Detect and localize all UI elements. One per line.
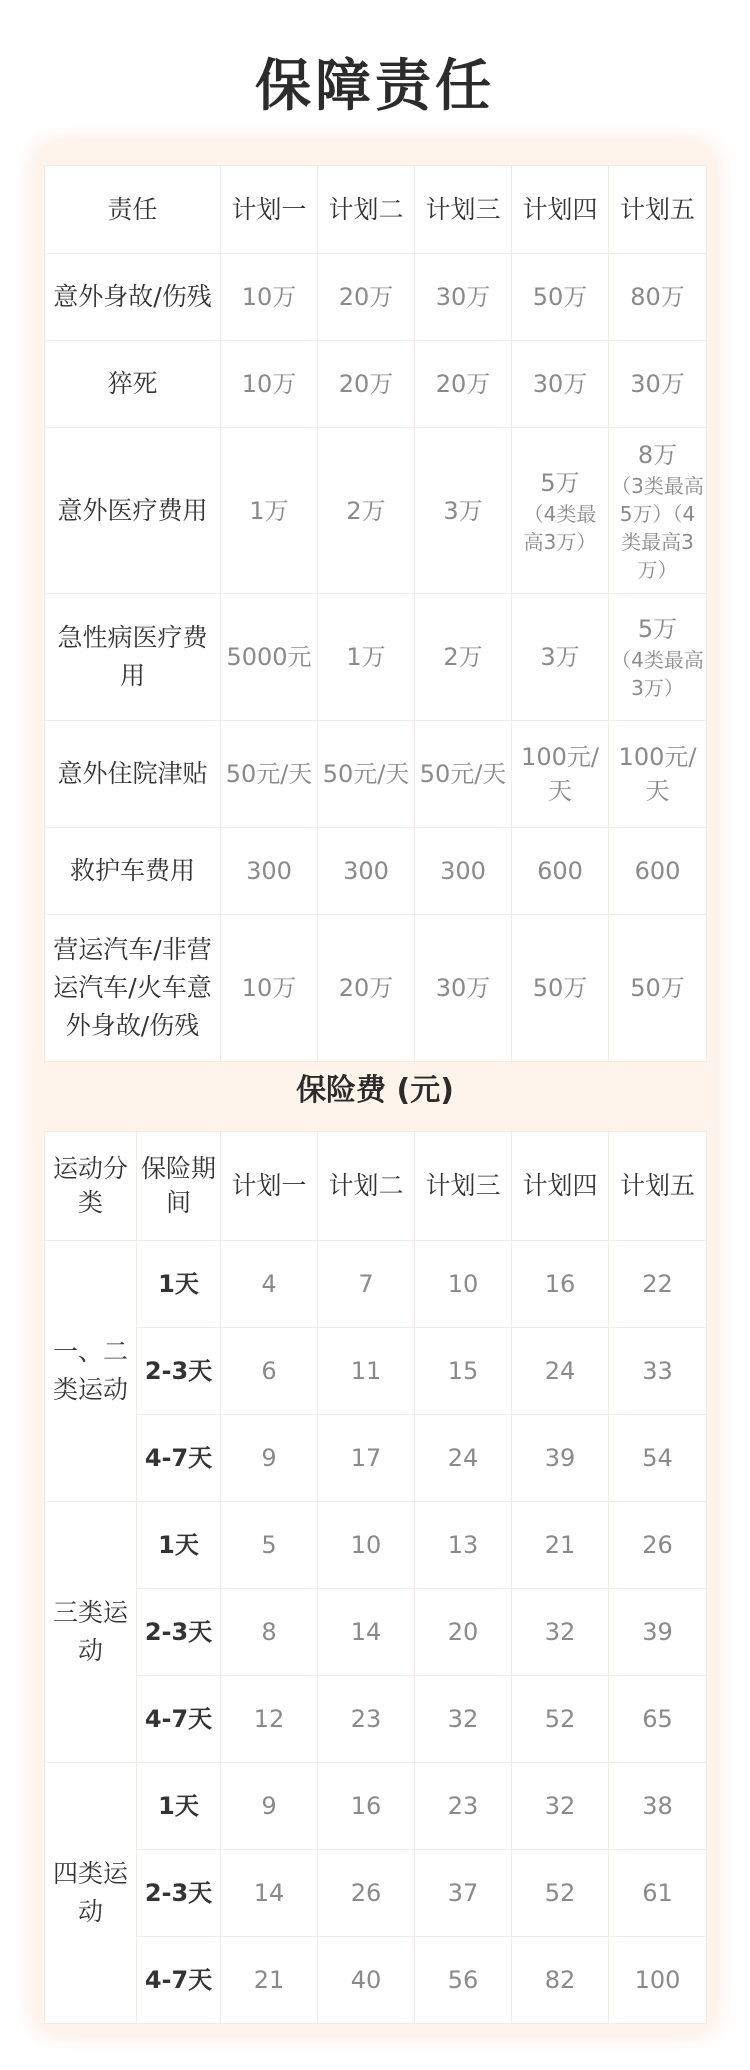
coverage-value-cell xyxy=(221,594,318,721)
premium-value-cell: 38 xyxy=(609,1763,707,1850)
coverage-row xyxy=(45,428,707,594)
coverage-amount: 300 xyxy=(246,857,292,885)
coverage-row xyxy=(45,915,707,1062)
premium-value-cell: 24 xyxy=(512,1328,609,1415)
coverage-header-cell: 计划五 xyxy=(609,166,707,254)
coverage-value-cell xyxy=(512,915,609,1062)
coverage-amount: 30万 xyxy=(435,974,491,1002)
coverage-value-cell xyxy=(415,828,512,915)
coverage-amount: 100元/天 xyxy=(521,743,599,805)
premium-header-cell: 计划四 xyxy=(512,1132,609,1241)
coverage-amount: 3万 xyxy=(540,643,580,671)
premium-value-cell: 26 xyxy=(318,1850,415,1937)
coverage-amount: 5万 xyxy=(540,468,580,497)
premium-value-cell: 10 xyxy=(415,1241,512,1328)
coverage-value-cell xyxy=(512,341,609,428)
coverage-value-cell xyxy=(318,828,415,915)
coverage-header-cell: 计划二 xyxy=(318,166,415,254)
premium-value-cell: 15 xyxy=(415,1328,512,1415)
coverage-amount: 5000元 xyxy=(226,643,312,671)
coverage-amount: 5万 xyxy=(637,615,678,643)
coverage-amount: 300 xyxy=(440,857,486,885)
coverage-value-cell xyxy=(609,828,707,915)
coverage-amount: 20万 xyxy=(338,283,394,311)
premium-value-cell: 52 xyxy=(512,1850,609,1937)
premium-row xyxy=(45,1502,707,1589)
premium-row xyxy=(45,1241,707,1328)
premium-value-cell: 82 xyxy=(512,1937,609,2024)
coverage-value-cell xyxy=(221,254,318,341)
coverage-row-label: 猝死 xyxy=(45,341,221,428)
coverage-value-cell xyxy=(221,721,318,828)
premium-value-cell: 32 xyxy=(415,1676,512,1763)
coverage-value-cell xyxy=(221,341,318,428)
coverage-value-cell xyxy=(221,428,318,594)
coverage-value-cell xyxy=(221,828,318,915)
coverage-value-cell xyxy=(415,721,512,828)
premium-value-cell: 65 xyxy=(609,1676,707,1763)
coverage-amount: 50万 xyxy=(532,283,588,311)
premium-row xyxy=(45,1676,707,1763)
premium-value-cell: 16 xyxy=(512,1241,609,1328)
coverage-value-cell xyxy=(609,915,707,1062)
coverage-amount: 10万 xyxy=(241,370,297,398)
premium-value-cell: 21 xyxy=(221,1937,318,2024)
premium-row xyxy=(45,1937,707,2024)
premium-period-cell: 2-3天 xyxy=(137,1328,221,1415)
premium-value-cell: 9 xyxy=(221,1763,318,1850)
premium-period-cell: 4-7天 xyxy=(137,1415,221,1502)
coverage-amount: 3万 xyxy=(443,496,483,525)
premium-value-cell: 20 xyxy=(415,1589,512,1676)
premium-period-cell: 2-3天 xyxy=(137,1589,221,1676)
premium-value-cell: 4 xyxy=(221,1241,318,1328)
premium-period-cell: 4-7天 xyxy=(137,1937,221,2024)
premium-period-cell: 1天 xyxy=(137,1241,221,1328)
premium-value-cell: 14 xyxy=(318,1589,415,1676)
premium-value-cell: 56 xyxy=(415,1937,512,2024)
premium-value-cell: 22 xyxy=(609,1241,707,1328)
premium-header-cell: 计划三 xyxy=(415,1132,512,1241)
coverage-row-label: 意外身故/伤残 xyxy=(45,254,221,341)
coverage-header-cell: 计划一 xyxy=(221,166,318,254)
premium-period-cell: 4-7天 xyxy=(137,1676,221,1763)
coverage-table xyxy=(44,165,707,1062)
coverage-value-cell xyxy=(512,428,609,594)
coverage-amount: 1万 xyxy=(346,643,386,671)
coverage-value-cell xyxy=(318,915,415,1062)
premium-value-cell: 54 xyxy=(609,1415,707,1502)
coverage-amount: 2万 xyxy=(346,496,386,525)
coverage-value-cell xyxy=(318,428,415,594)
premium-value-cell: 10 xyxy=(318,1502,415,1589)
premium-value-cell: 26 xyxy=(609,1502,707,1589)
coverage-amount: 10万 xyxy=(241,974,297,1002)
coverage-row-label: 营运汽车/非营运汽车/火车意外身故/伤残 xyxy=(45,915,221,1062)
coverage-row-label: 救护车费用 xyxy=(45,828,221,915)
coverage-amount: 80万 xyxy=(630,283,685,311)
premium-value-cell: 5 xyxy=(221,1502,318,1589)
premium-value-cell: 32 xyxy=(512,1589,609,1676)
coverage-row xyxy=(45,594,707,721)
coverage-row xyxy=(45,828,707,915)
premium-header-cell: 保险期间 xyxy=(137,1132,221,1241)
premium-header-row xyxy=(45,1132,707,1241)
coverage-value-cell xyxy=(609,721,707,828)
premium-period-cell: 1天 xyxy=(137,1502,221,1589)
premium-category-cell: 四类运动 xyxy=(45,1763,137,2024)
coverage-row-label: 意外住院津贴 xyxy=(45,721,221,828)
coverage-value-cell xyxy=(415,428,512,594)
coverage-note: （3类最高5万）（4类最高3万） xyxy=(611,473,704,582)
coverage-value-cell xyxy=(609,594,707,721)
premium-value-cell: 61 xyxy=(609,1850,707,1937)
premium-period-cell: 2-3天 xyxy=(137,1850,221,1937)
premium-header-cell: 计划二 xyxy=(318,1132,415,1241)
page-title: 保障责任 xyxy=(255,54,495,119)
premium-value-cell: 37 xyxy=(415,1850,512,1937)
coverage-header-cell: 责任 xyxy=(45,166,221,254)
coverage-amount: 50元/天 xyxy=(322,760,410,788)
premium-row xyxy=(45,1328,707,1415)
coverage-row-label: 意外医疗费用 xyxy=(45,428,221,594)
coverage-header-cell: 计划四 xyxy=(512,166,609,254)
premium-header-cell: 运动分类 xyxy=(45,1132,137,1241)
premium-category-cell: 三类运动 xyxy=(45,1502,137,1763)
coverage-amount: 50元/天 xyxy=(419,760,507,788)
coverage-amount: 30万 xyxy=(630,370,685,398)
coverage-amount: 50万 xyxy=(630,974,685,1002)
premium-period-cell: 1天 xyxy=(137,1763,221,1850)
premium-value-cell: 40 xyxy=(318,1937,415,2024)
coverage-amount: 100元/天 xyxy=(618,743,697,805)
coverage-amount: 10万 xyxy=(241,283,297,311)
coverage-value-cell xyxy=(318,341,415,428)
premium-value-cell: 39 xyxy=(609,1589,707,1676)
premium-table xyxy=(44,1131,707,2024)
premium-value-cell: 12 xyxy=(221,1676,318,1763)
coverage-row-label: 急性病医疗费用 xyxy=(45,594,221,721)
premium-header-cell: 计划五 xyxy=(609,1132,707,1241)
premium-value-cell: 23 xyxy=(415,1763,512,1850)
coverage-amount: 30万 xyxy=(435,283,491,311)
premium-value-cell: 9 xyxy=(221,1415,318,1502)
premium-header-cell: 计划一 xyxy=(221,1132,318,1241)
coverage-note: （4类最高3万） xyxy=(611,648,704,700)
premium-title: 保险费 (元) xyxy=(296,1073,454,1108)
coverage-value-cell xyxy=(415,341,512,428)
coverage-row xyxy=(45,254,707,341)
premium-value-cell: 52 xyxy=(512,1676,609,1763)
coverage-amount: 1万 xyxy=(249,496,289,525)
premium-value-cell: 24 xyxy=(415,1415,512,1502)
coverage-amount: 8万 xyxy=(637,440,678,469)
coverage-amount: 20万 xyxy=(435,370,491,398)
premium-value-cell: 6 xyxy=(221,1328,318,1415)
premium-row xyxy=(45,1589,707,1676)
coverage-value-cell xyxy=(415,915,512,1062)
premium-value-cell: 21 xyxy=(512,1502,609,1589)
premium-value-cell: 13 xyxy=(415,1502,512,1589)
coverage-header-cell: 计划三 xyxy=(415,166,512,254)
premium-value-cell: 7 xyxy=(318,1241,415,1328)
coverage-value-cell xyxy=(415,254,512,341)
premium-value-cell: 16 xyxy=(318,1763,415,1850)
coverage-value-cell xyxy=(415,594,512,721)
coverage-value-cell xyxy=(512,594,609,721)
coverage-row xyxy=(45,341,707,428)
premium-value-cell: 8 xyxy=(221,1589,318,1676)
coverage-value-cell xyxy=(318,594,415,721)
premium-value-cell: 17 xyxy=(318,1415,415,1502)
coverage-value-cell xyxy=(609,341,707,428)
coverage-value-cell xyxy=(609,254,707,341)
coverage-header-row xyxy=(45,166,707,254)
coverage-amount: 30万 xyxy=(532,370,588,398)
coverage-row xyxy=(45,721,707,828)
coverage-amount: 600 xyxy=(634,857,681,885)
coverage-value-cell xyxy=(609,428,707,594)
coverage-amount: 2万 xyxy=(443,643,483,671)
coverage-value-cell xyxy=(221,915,318,1062)
coverage-amount: 600 xyxy=(537,857,583,885)
coverage-value-cell xyxy=(318,254,415,341)
premium-category-cell: 一、二类运动 xyxy=(45,1241,137,1502)
coverage-amount: 300 xyxy=(343,857,389,885)
coverage-amount: 20万 xyxy=(338,370,394,398)
coverage-value-cell xyxy=(512,254,609,341)
premium-value-cell: 11 xyxy=(318,1328,415,1415)
coverage-amount: 50元/天 xyxy=(225,760,313,788)
premium-row xyxy=(45,1415,707,1502)
premium-value-cell: 23 xyxy=(318,1676,415,1763)
premium-row xyxy=(45,1763,707,1850)
premium-value-cell: 32 xyxy=(512,1763,609,1850)
premium-row xyxy=(45,1850,707,1937)
coverage-note: （4类最高3万） xyxy=(523,501,597,554)
premium-value-cell: 100 xyxy=(609,1937,707,2024)
coverage-amount: 20万 xyxy=(338,974,394,1002)
coverage-value-cell xyxy=(512,721,609,828)
premium-value-cell: 33 xyxy=(609,1328,707,1415)
coverage-value-cell xyxy=(512,828,609,915)
coverage-value-cell xyxy=(318,721,415,828)
coverage-amount: 50万 xyxy=(532,974,588,1002)
premium-value-cell: 14 xyxy=(221,1850,318,1937)
premium-value-cell: 39 xyxy=(512,1415,609,1502)
